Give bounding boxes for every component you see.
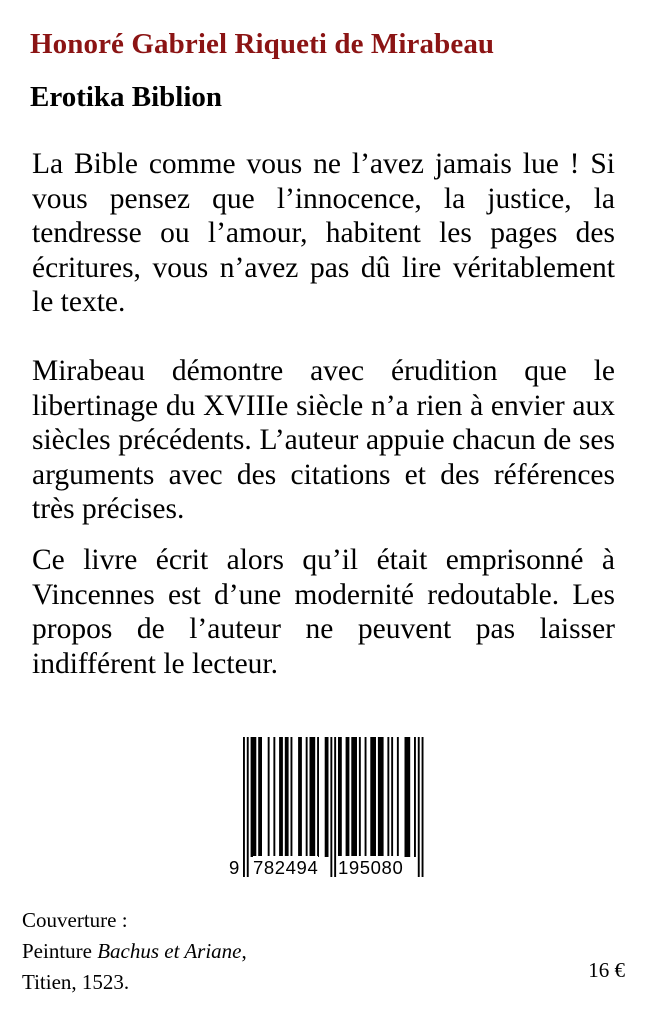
barcode-bar xyxy=(325,737,329,857)
barcode-bar xyxy=(387,737,389,857)
cover-credit-line1: Couverture : xyxy=(22,908,128,932)
barcode-bar xyxy=(291,737,293,857)
barcode-bar xyxy=(268,737,270,857)
barcode-bar xyxy=(298,737,302,857)
blurb-paragraph-3: Ce livre écrit alors qu’il était emprisonné à Vincennes est d’une modernité redoutable. Les propos de l’auteur ne peuvent pas laisser indifférent le lecteur. xyxy=(32,544,615,680)
price: 16 € xyxy=(588,958,625,982)
cover-credit xyxy=(22,905,247,998)
barcode-bar xyxy=(279,737,283,857)
book-title: Erotika Biblion xyxy=(30,81,223,113)
cover-credit-line2 xyxy=(22,936,247,967)
barcode-bar xyxy=(285,737,289,857)
blurb-paragraph-1: La Bible comme vous ne l’avez jamais lue ! Si vous pensez que l’innocence, la justice, la tendresse ou l’amour, habitent les pages des écritures, vous n’avez pas dû lire véritablement le texte. xyxy=(32,148,615,318)
isbn-digits-right: 195080 xyxy=(338,857,404,878)
barcode-bar xyxy=(359,737,361,857)
barcode-bar xyxy=(405,737,411,857)
isbn-digits xyxy=(221,856,426,882)
cover-credit-line3: Titien, 1523. xyxy=(22,970,130,994)
blurb-paragraph-2: Mirabeau démontre avec érudition que le libertinage du XVIIIe siècle n’a rien à envier aux siècles précédents. L’auteur appuie chacun de ses arguments avec des citations et des références très précises. xyxy=(32,355,615,525)
barcode-bar xyxy=(258,737,262,857)
barcode-bar xyxy=(414,737,416,857)
barcode-bar xyxy=(378,737,384,857)
author-name: Honoré Gabriel Riqueti de Mirabeau xyxy=(30,28,495,60)
isbn-digits-left: 782494 xyxy=(253,857,319,878)
barcode-bar xyxy=(365,737,367,857)
barcode-bar xyxy=(317,737,319,857)
barcode-bar xyxy=(346,737,350,857)
barcode-bar xyxy=(251,737,257,857)
barcode-bar xyxy=(397,737,399,857)
barcode-bar xyxy=(338,737,342,857)
barcode-bar xyxy=(310,737,316,857)
isbn-digit-first: 9 xyxy=(229,857,240,878)
cover-painting-title: Bachus et Ariane xyxy=(97,939,242,963)
barcode-bar xyxy=(273,737,275,857)
barcode-bar xyxy=(391,737,393,857)
cover-credit-prefix: Peinture xyxy=(22,939,98,963)
barcode-bar xyxy=(370,737,376,857)
cover-credit-suffix: , xyxy=(241,939,247,963)
barcode-bar xyxy=(306,737,308,857)
barcode-bar xyxy=(351,737,357,857)
